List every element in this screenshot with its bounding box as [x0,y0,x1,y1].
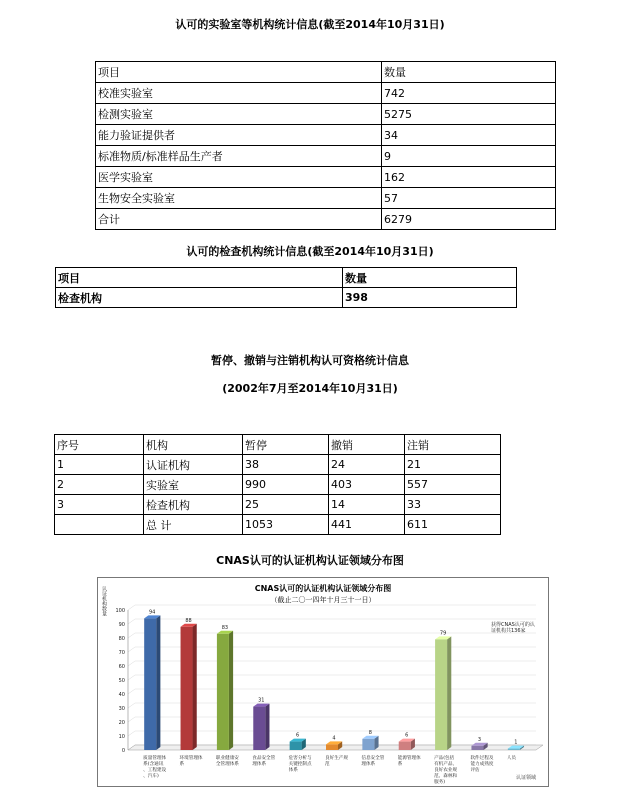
column-header: 机构 [144,435,243,455]
bar [217,634,229,750]
bar [471,746,483,750]
bar [253,707,265,750]
table-row [55,495,501,515]
table-cell: 9 [382,146,556,167]
table-cell: 21 [405,455,501,475]
table-cell: 5275 [382,104,556,125]
chart-subtitle: （截止二〇一四年十月三十一日） [270,596,376,604]
gridline-side [128,619,135,624]
inspection-stats-header-row [56,268,517,288]
suspension-stats-table [54,434,501,535]
y-tick-label: 0 [121,748,125,754]
bar-side [229,631,233,750]
table-row [55,455,501,475]
bar [290,742,302,750]
column-header: 项目 [96,62,382,83]
bar-side [447,636,451,750]
table-cell: 2 [55,475,144,495]
table-row [96,188,556,209]
table-cell: 33 [405,495,501,515]
x-category-label: 危害分析与关键控制点体系 [288,756,312,773]
total-annotation: 获得CNAS认可的认证机构共136家 [491,622,535,634]
x-category-label: 环境管理体系 [179,756,203,767]
bar-value-label: 6 [405,732,409,739]
column-header: 注销 [405,435,501,455]
column-header: 数量 [343,268,517,288]
y-tick-label: 60 [118,664,125,670]
table-cell: 3 [55,495,144,515]
gridline-side [128,605,135,610]
suspension-stats-header-row [55,435,501,455]
column-header: 撤销 [329,435,405,455]
table-cell: 认证机构 [144,455,243,475]
bar-value-label: 83 [221,624,229,631]
bar-value-label: 8 [368,729,372,736]
bar-value-label: 31 [258,697,265,704]
table-cell: 557 [405,475,501,495]
table-cell: 162 [382,167,556,188]
bar-value-label: 4 [332,735,336,742]
lab-stats-header-row [96,62,556,83]
bar [181,627,193,750]
suspension-stats-title: 暂停、撤销与注销机构认可资格统计信息 [211,354,409,367]
table-cell: 990 [243,475,329,495]
table-cell: 检查机构 [144,495,243,515]
inspection-stats-title: 认可的检查机构统计信息(截至2014年10月31日) [186,245,434,258]
table-cell: 611 [405,515,501,535]
chart-frame [97,577,549,787]
table-cell: 合计 [96,209,382,230]
x-category-label: 良好生产规范 [325,756,348,767]
table-cell: 1053 [243,515,329,535]
bar [435,639,447,750]
y-axis-label: 认证机构数量 [101,586,107,616]
table-row [96,104,556,125]
table-cell: 标准物质/标准样品生产者 [96,146,382,167]
x-category-label: 信息安全管理体系 [361,756,385,767]
gridline-side [128,647,135,652]
bar [508,749,520,750]
table-cell: 实验室 [144,475,243,495]
y-tick-label: 20 [118,720,125,726]
bar-value-label: 94 [148,609,156,616]
table-cell: 医学实验室 [96,167,382,188]
bar-value-label: 6 [296,732,300,739]
table-cell: 生物安全实验室 [96,188,382,209]
field-distribution-chart [98,578,548,786]
bar-value-label: 1 [514,739,518,746]
table-row [56,288,517,308]
bar-side [193,624,197,750]
table-cell: 6279 [382,209,556,230]
table-row [96,167,556,188]
x-category-label: 产品(包括有机产品、良好农业规范、森林和服务) [434,756,458,785]
gridline-side [128,661,135,666]
y-tick-label: 90 [118,622,125,628]
x-category-label: 人员 [506,756,517,761]
lab-stats-table [95,61,556,230]
table-cell: 1 [55,455,144,475]
table-cell: 398 [343,288,517,308]
column-header: 暂停 [243,435,329,455]
table-cell: 检测实验室 [96,104,382,125]
table-row [96,209,556,230]
column-header: 序号 [55,435,144,455]
bar-side [265,704,269,750]
table-cell: 38 [243,455,329,475]
table-cell: 14 [329,495,405,515]
table-cell: 总 计 [144,515,243,535]
lab-stats-title: 认可的实验室等机构统计信息(截至2014年10月31日) [175,18,445,31]
table-row [96,125,556,146]
x-category-label: 能源管理体系 [397,756,421,767]
gridline-side [128,675,135,680]
table-row [55,475,501,495]
table-cell: 24 [329,455,405,475]
bar-value-label: 88 [185,617,192,624]
gridline-side [128,633,135,638]
table-row [96,146,556,167]
bar [362,739,374,750]
bar-value-label: 3 [477,736,482,743]
bar-value-label: 79 [439,630,447,637]
table-row [96,83,556,104]
y-tick-label: 80 [118,636,125,642]
y-tick-label: 40 [118,692,125,698]
table-cell: 检查机构 [56,288,343,308]
bar [326,744,338,750]
table-cell: 能力验证提供者 [96,125,382,146]
chart-title: CNAS认可的认证机构认证领域分布图 [254,584,392,593]
gridline-side [128,731,135,736]
bar [399,742,411,750]
x-category-label: 质量管理体系(含通讯、工程建设、汽车) [143,756,167,779]
table-cell [55,515,144,535]
table-cell: 25 [243,495,329,515]
y-tick-label: 50 [118,678,125,684]
table-cell: 742 [382,83,556,104]
table-cell: 441 [329,515,405,535]
bar [144,618,156,750]
x-axis-label: 认证领域 [515,775,536,781]
y-tick-label: 70 [118,650,125,656]
chart-section-title: CNAS认可的认证机构认证领域分布图 [216,554,404,567]
table-cell: 34 [382,125,556,146]
y-tick-label: 10 [118,734,125,740]
gridline-side [128,703,135,708]
table-row [55,515,501,535]
x-category-label: 食品安全管理体系 [252,756,276,767]
x-category-label: 职业健康安全管理体系 [215,756,239,767]
table-cell: 403 [329,475,405,495]
y-tick-label: 100 [115,608,125,614]
table-cell: 校准实验室 [96,83,382,104]
bar-side [156,615,160,750]
inspection-stats-table [55,267,517,308]
column-header: 项目 [56,268,343,288]
gridline-side [128,717,135,722]
suspension-stats-subtitle: (2002年7月至2014年10月31日) [222,382,398,395]
y-tick-label: 30 [118,706,125,712]
x-category-label: 软件过程及能力成熟度评估 [470,756,494,773]
gridline-side [128,689,135,694]
column-header: 数量 [382,62,556,83]
table-cell: 57 [382,188,556,209]
